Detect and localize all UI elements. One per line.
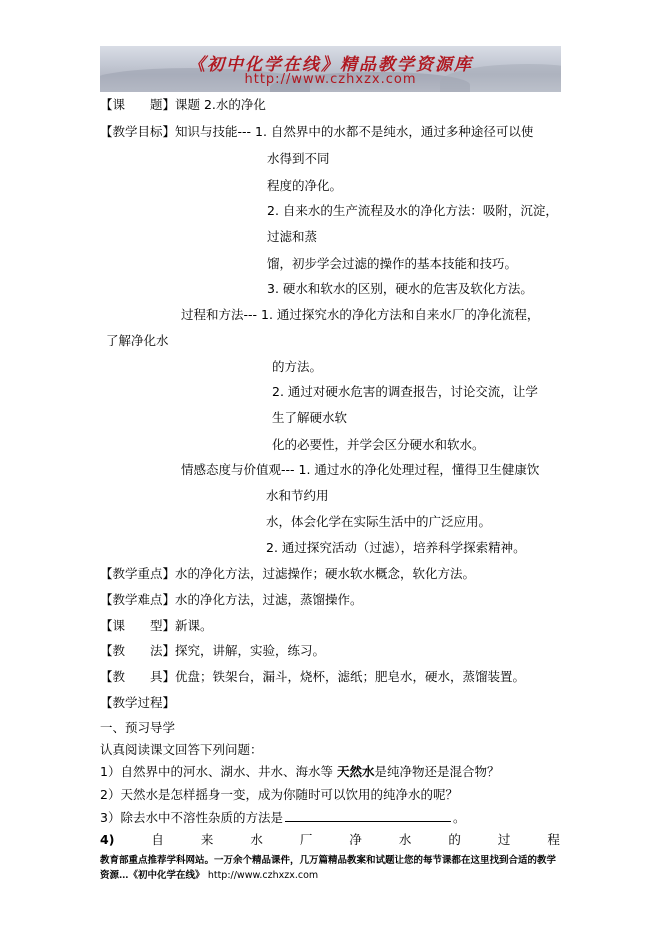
q4-char: 自 (151, 832, 164, 847)
text-line: 情感态度与价值观--- 1. 通过水的净化处理过程，懂得卫生健康饮 (181, 462, 540, 477)
question-1 (100, 764, 499, 780)
q4-char: 厂 (299, 832, 313, 847)
text-line: 3. 硬水和软水的区别，硬水的危害及软化方法。 (267, 281, 533, 296)
q4-char: 净 (349, 832, 362, 847)
question-text: 3）除去水中不溶性杂质的方法是 (100, 810, 283, 825)
q4-char: 水 (398, 832, 412, 847)
key-points-line: 【教学重点】水的净化方法，过滤操作；硬水软水概念，软化方法。 (100, 566, 476, 581)
text-line: 馏，初步学会过滤的操作的基本技能和技巧。 (267, 256, 518, 271)
instruction-line: 认真阅读课文回答下列问题： (100, 742, 263, 757)
text-line: 2. 通过对硬水危害的调查报告，讨论交流，让学 (272, 384, 538, 399)
question-text: 1）自然界中的河水、湖水、井水、海水等 (100, 764, 333, 779)
question-3 (100, 809, 465, 826)
text-line: 水和节约用 (266, 488, 329, 503)
q4-char: 水 (250, 832, 263, 847)
teaching-process-heading: 【教学过程】 (100, 695, 176, 710)
page-footer (100, 853, 562, 883)
text-line: 的方法。 (272, 359, 323, 374)
question-text: 是纯净物还是混合物？ (374, 764, 500, 779)
q4-char: 来 (200, 832, 214, 847)
answer-blank[interactable] (285, 809, 451, 822)
text-line: 2. 自来水的生产流程及水的净化方法：吸附，沉淀， (267, 203, 558, 218)
teaching-aids-line: 【教 具】优盘；铁架台，漏斗，烧杯，滤纸；肥皂水，硬水，蒸馏装置。 (100, 669, 526, 684)
text-line: 生了解硬水软 (272, 410, 348, 425)
q4-char: 4) (100, 832, 115, 847)
text-line: 水得到不同 (267, 151, 330, 166)
question-text: 。 (452, 810, 466, 825)
text-line: 过程和方法--- 1. 通过探究水的净化方法和自来水厂的净化流程， (181, 307, 540, 322)
footer-text: 教育部重点推荐学科网站。一万余个精品课件，几万篇精品教案和试题让您的每节课都在这里找到合适的教学资源…《初中化学在线》 (100, 855, 557, 881)
banner-url[interactable]: http://www.czhxzx.com (244, 72, 417, 87)
section-heading: 一、预习导学 (100, 720, 176, 735)
text-line: 过滤和蒸 (267, 229, 318, 244)
question-2: 2）天然水是怎样摇身一变，成为你随时可以饮用的纯净水的呢？ (100, 787, 458, 802)
footer-url[interactable]: http://www.czhxzx.com (207, 870, 319, 881)
text-line: 水，体会化学在实际生活中的广泛应用。 (266, 514, 492, 529)
emphasis-text: 天然水 (336, 764, 375, 779)
header-banner (100, 46, 561, 92)
teaching-method-line: 【教 法】探究，讲解，实验，练习。 (100, 643, 326, 658)
q4-char: 的 (448, 832, 461, 847)
q4-char: 过 (497, 832, 511, 847)
text-line: 程度的净化。 (267, 178, 343, 193)
question-4 (100, 832, 560, 848)
text-line: 化的必要性，并学会区分硬水和软水。 (272, 437, 485, 452)
banner-title: 《初中化学在线》精品教学资源库 (188, 55, 473, 75)
teaching-goals-line: 【教学目标】知识与技能--- 1. 自然界中的水都不是纯水，通过多种途径可以使 (100, 124, 534, 139)
lesson-type-line: 【课 型】新课。 (100, 618, 213, 633)
q4-char: 程 (547, 832, 560, 847)
lesson-title: 【课 题】课题 2.水的净化 (100, 97, 266, 112)
text-line: 了解净化水 (106, 333, 169, 348)
difficult-points-line: 【教学难点】水的净化方法，过滤，蒸馏操作。 (100, 592, 363, 607)
text-line: 2. 通过探究活动（过滤），培养科学探索精神。 (266, 540, 526, 555)
